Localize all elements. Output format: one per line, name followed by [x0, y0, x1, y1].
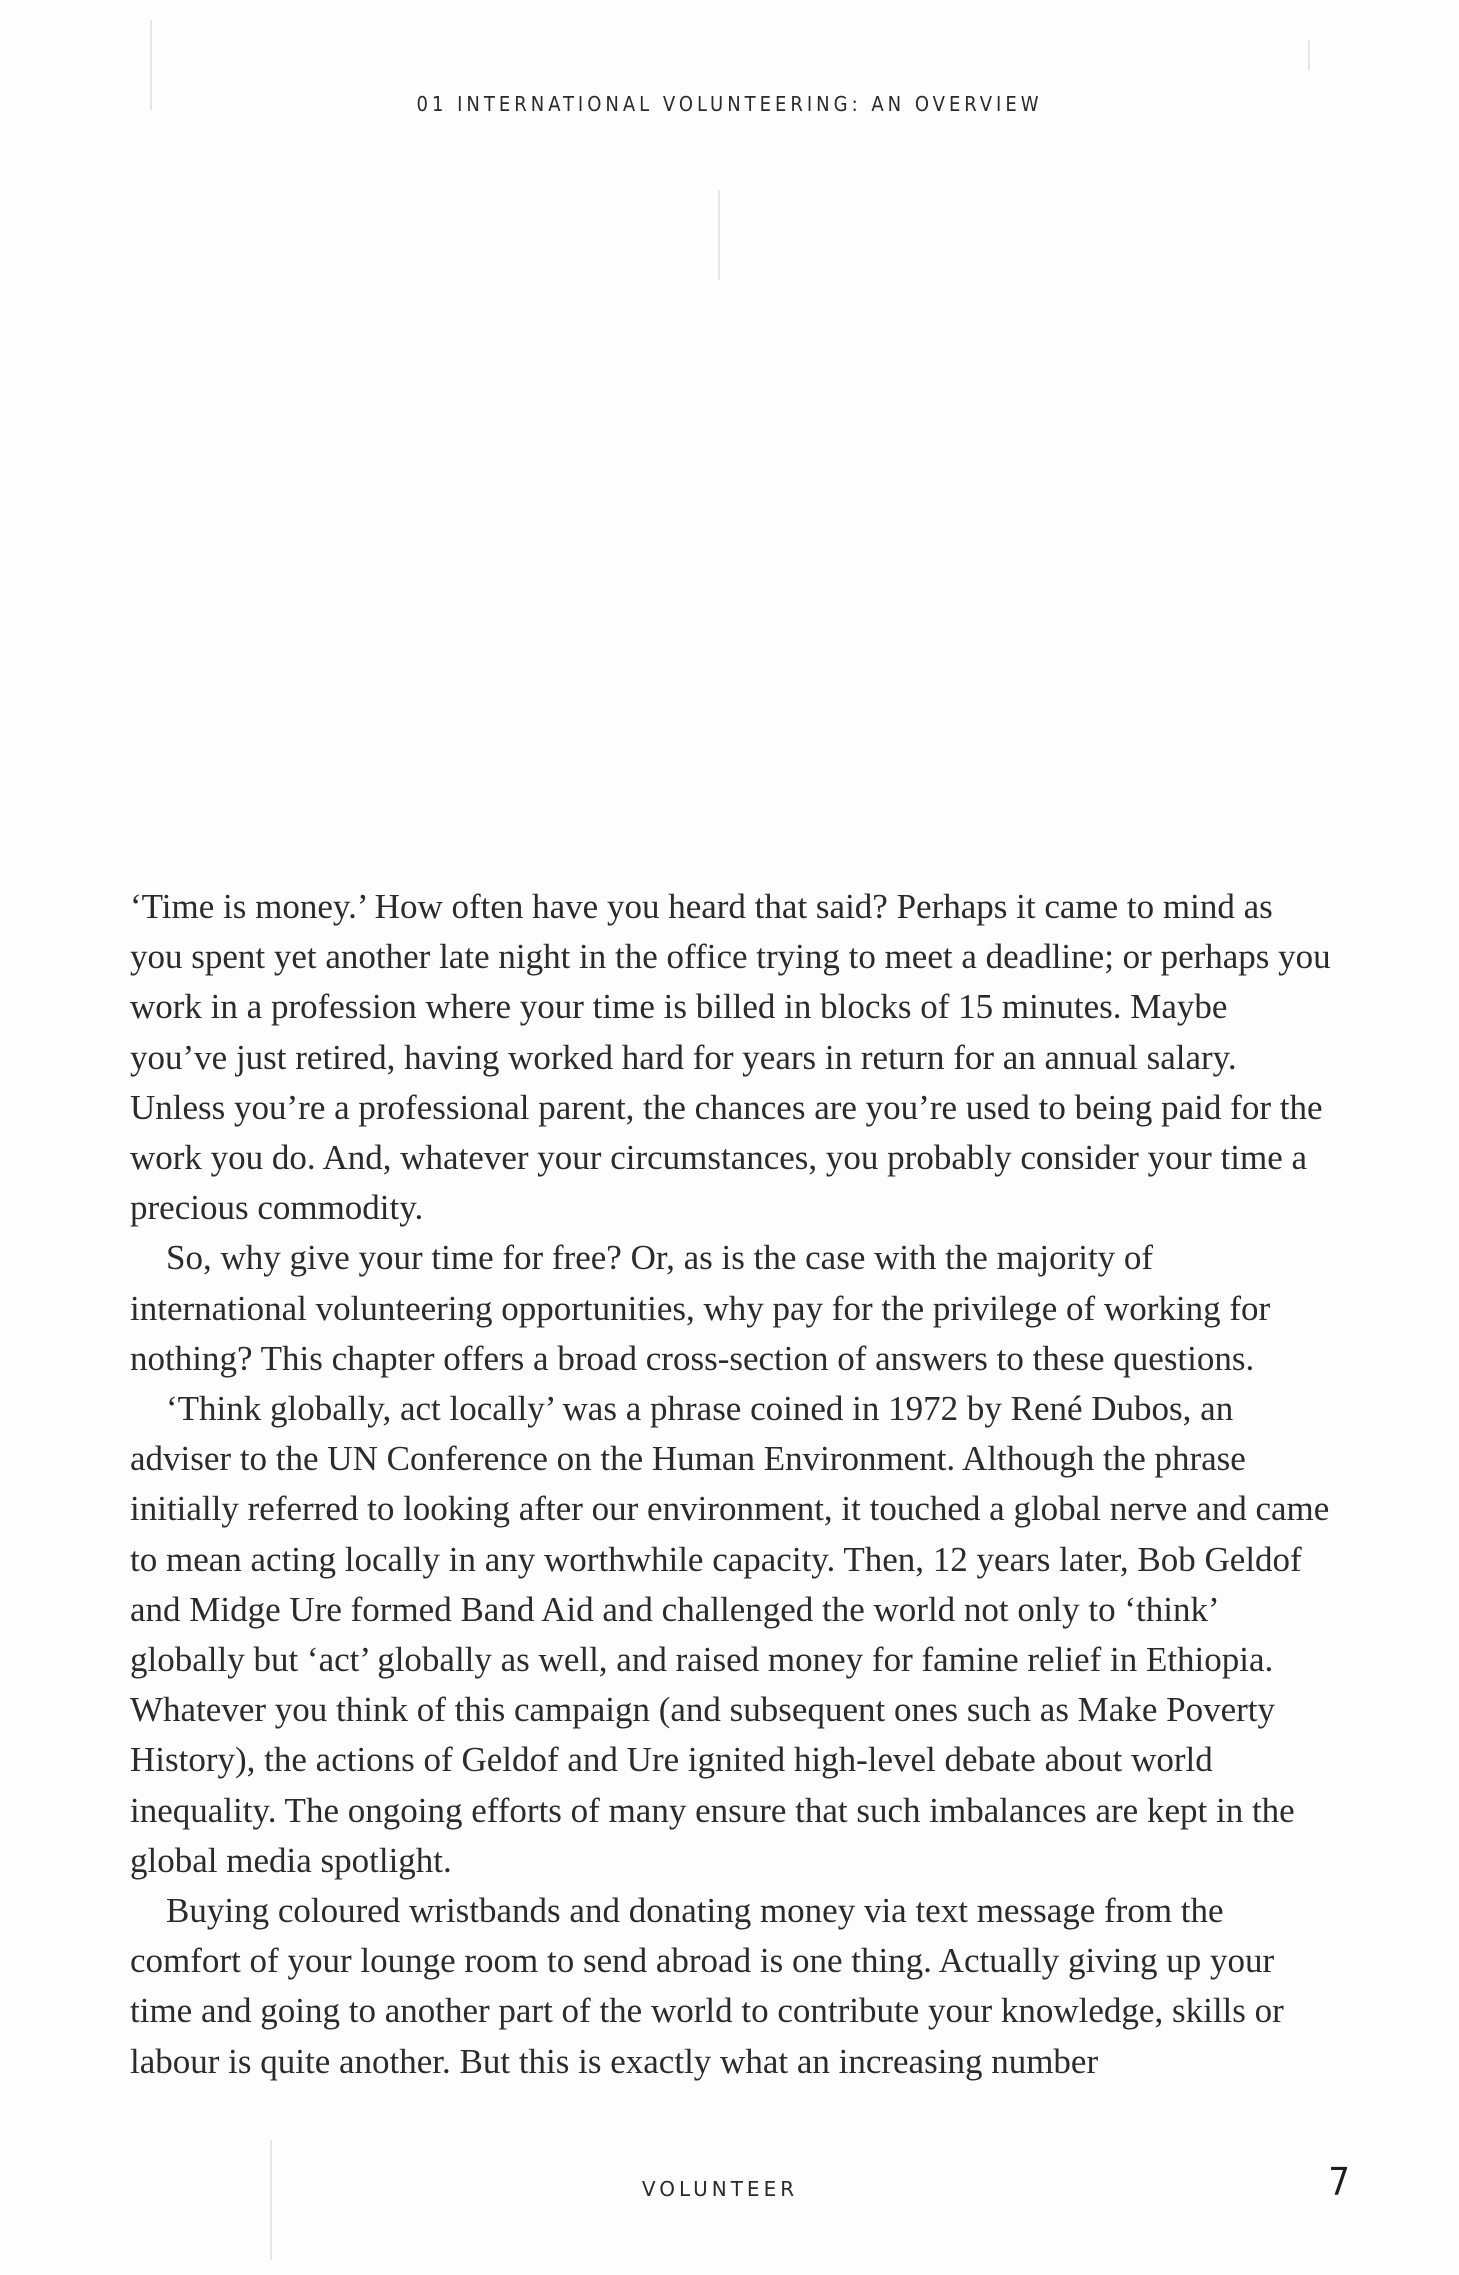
scan-artifact — [1308, 40, 1310, 70]
scan-artifact — [718, 190, 720, 280]
page-number: 7 — [1328, 2160, 1350, 2204]
paragraph: Buying coloured wristbands and donating money via text message from the comfort of your lounge room to send abroad is one thing. Actually giving up your time and going to another part of the world to contribute your knowledge, skills or labour is quite another. But this is exactly what an increasing number — [130, 1891, 1284, 2081]
body-text — [130, 882, 1332, 2087]
running-head: 01 INTERNATIONAL VOLUNTEERING: AN OVERVIEW — [416, 92, 1043, 116]
paragraph: ‘Time is money.’ How often have you heard that said? Perhaps it came to mind as you spent yet another late night in the office trying to meet a deadline; or perhaps you work in a profession where your time is billed in blocks of 15 minutes. Maybe you’ve just retired, having worked hard for years in return for an annual salary. Unless you’re a professional parent, the chances are you’re used to being paid for the work you do. And, whatever your circumstances, you probably consider your time a precious commodity. — [130, 887, 1331, 1228]
paragraph: ‘Think globally, act locally’ was a phrase coined in 1972 by René Dubos, an adviser to the UN Conference on the Human Environment. Although the phrase initially referred to looking after our environment, it touched a global nerve and came to mean acting locally in any worthwhile capacity. Then, 12 years later, Bob Geldof and Midge Ure formed Band Aid and challenged the world not only to ‘think’ globally but ‘act’ globally as well, and raised money for famine relief in Ethiopia. Whatever you think of this campaign (and subsequent ones such as Make Poverty History), the actions of Geldof and Ure ignited high-level debate about world inequality. The ongoing efforts of many ensure that such imbalances are kept in the global media spotlight. — [130, 1389, 1330, 1880]
footer-book-title: VOLUNTEER — [641, 2177, 799, 2201]
paragraph: So, why give your time for free? Or, as is the case with the majority of international volunteering opportunities, why pay for the privilege of working for nothing? This chapter offers a broad cross-section of answers to these questions. — [130, 1238, 1271, 1378]
